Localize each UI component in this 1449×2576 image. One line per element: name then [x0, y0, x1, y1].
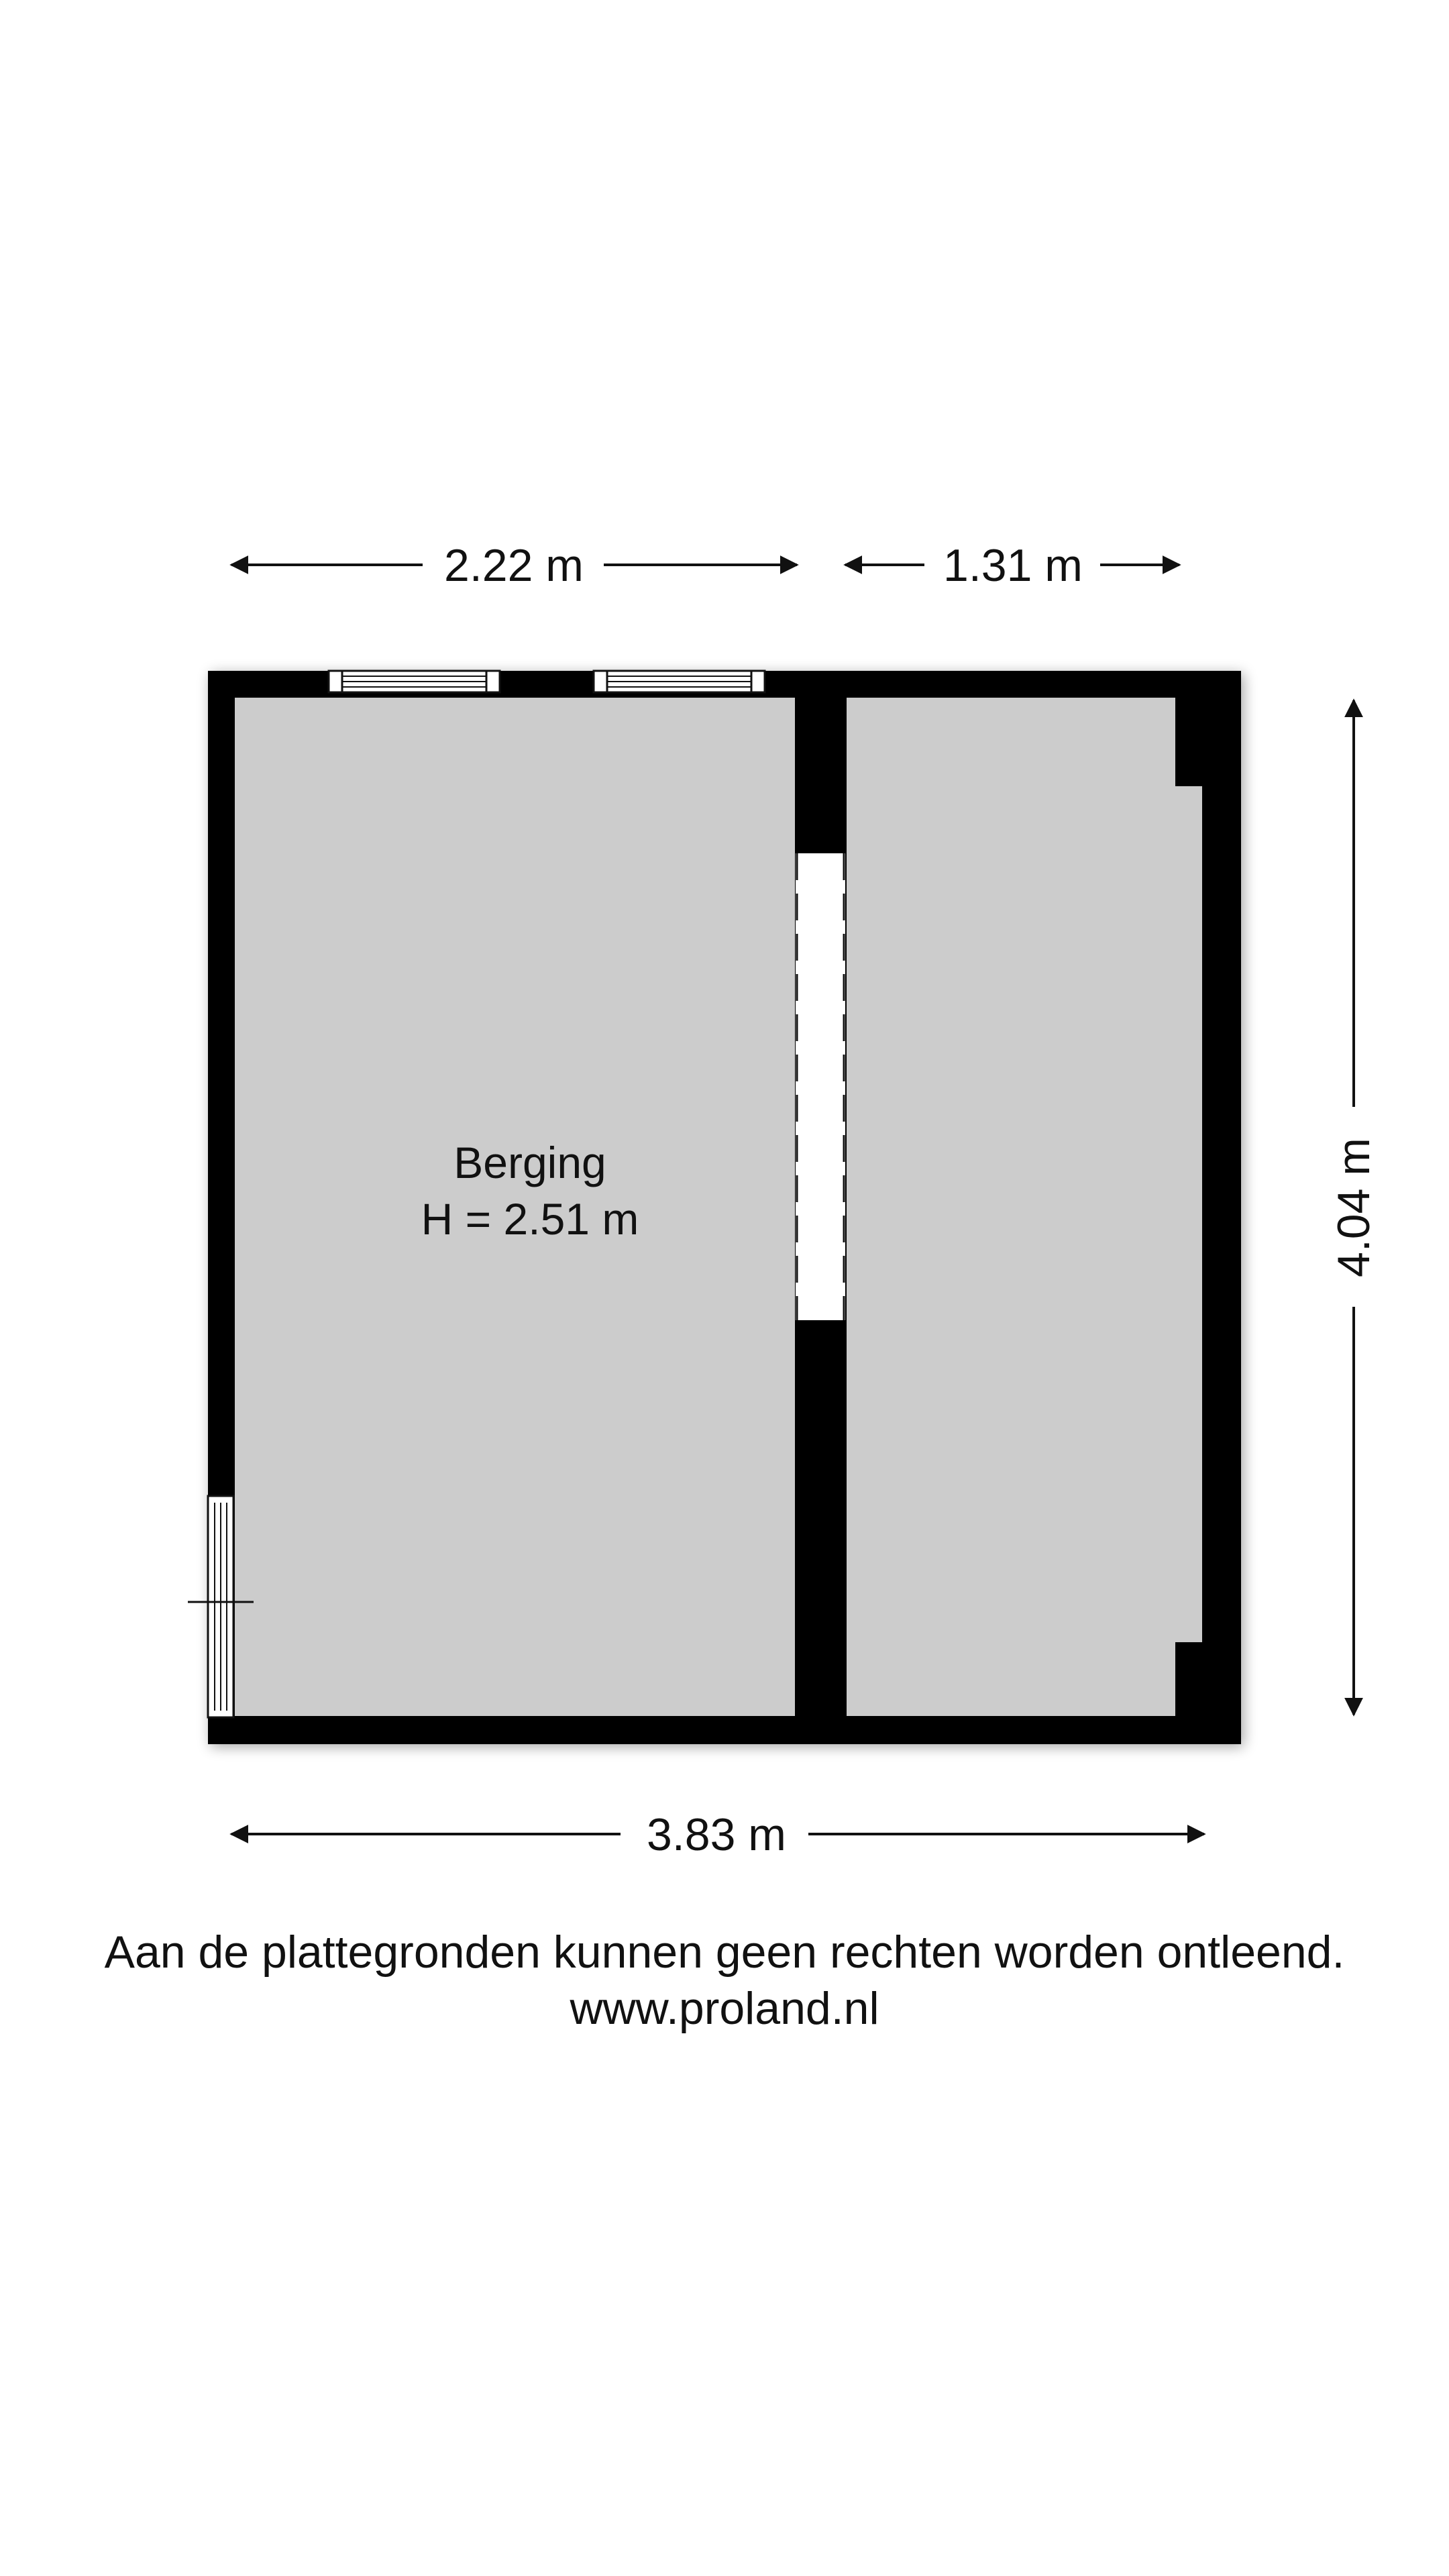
disclaimer-text: Aan de plattegronden kunnen geen rechten worden ontleend.: [104, 1927, 1345, 1978]
room-name-berging: Berging: [453, 1138, 606, 1187]
window-top-right: [594, 671, 765, 692]
partition-opening: [796, 853, 845, 1320]
dimension-bottom: [231, 1809, 1204, 1860]
website-link[interactable]: www.proland.nl: [570, 1983, 879, 2034]
dimension-top-right: [845, 540, 1179, 591]
dimension-top-left: [231, 540, 797, 591]
dimension-label-bottom: 3.83 m: [647, 1809, 786, 1860]
dimension-label-top-left: 2.22 m: [444, 540, 584, 591]
dimension-label-top-right: 1.31 m: [943, 540, 1083, 591]
room-height-berging: H = 2.51 m: [421, 1194, 639, 1244]
dimension-label-right: 4.04 m: [1328, 1138, 1379, 1277]
room-floor-right: [847, 698, 1202, 1716]
window-top-left: [329, 671, 500, 692]
dimension-right: [1328, 700, 1379, 1715]
